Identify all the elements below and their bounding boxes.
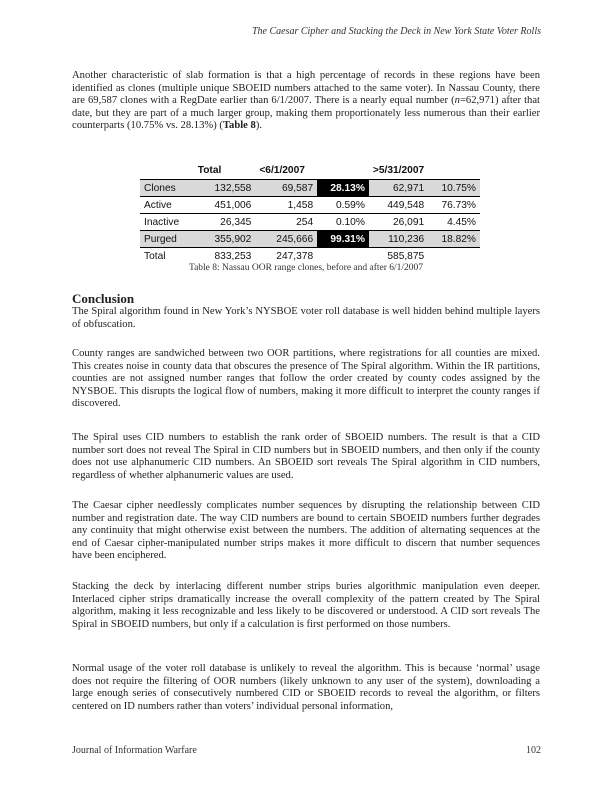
table-cell: 254 (255, 214, 317, 231)
table-cell (317, 248, 369, 265)
table-header-row (140, 162, 480, 180)
table-row-total (140, 248, 480, 265)
header-cell-before: <6/1/2007 (255, 162, 317, 180)
table-cell: 247,378 (255, 248, 317, 265)
header-cell-after: >5/31/2007 (369, 162, 428, 180)
table-cell: 585,875 (369, 248, 428, 265)
paragraph: The Spiral uses CID numbers to establish the rank order of SBOEID numbers. The result is that a CID number sort does not reveal The Spiral in CID numbers but in SBOEID numbers, and then only if the county does not use alphanumeric CID numbers. An SBOEID sort reveals The Spiral algorithm in CID numbers, regardless of whether alphanumeric values are used. (72, 432, 540, 481)
row-label: Clones (140, 180, 194, 197)
table-cell: 833,253 (194, 248, 256, 265)
table-caption: Table 8: Nassau OOR range clones, before and after 6/1/2007 (188, 263, 424, 273)
p1-text-b: =62,971) after that date, but they are part of a much larger group, making them proportionately less numerous than their earlier counterparts (10.75% vs. 28.13%) ( (72, 95, 540, 132)
row-label: Total (140, 248, 194, 265)
table-cell: 245,666 (255, 231, 317, 248)
p1-text-end: ). (255, 120, 262, 132)
row-label: Purged (140, 231, 194, 248)
nassau-clones-table (140, 162, 480, 264)
paragraph: Stacking the deck by interlacing different number strips buries algorithmic manipulation even deeper. Interlaced cipher strips dramatically increase the overall complexity of the pattern created by The Spiral algorithm, making it less recognizable and less likely to be discovered or understood. A CID sort reveals The Spiral in SBOEID numbers, but only if a calculation is first performed on those numbers. (72, 581, 540, 630)
table-cell: 4.45% (428, 214, 480, 231)
paragraph: County ranges are sandwiched between two OOR partitions, where registrations for all counties are mixed. This creates noise in county data that obscures the presence of The Spiral algorithm. Within the IR partitions, counties are not assigned number ranges that follow the order created by county codes assigned by the NYSBOE. This disrupts the logical flow of numbers, making it more difficult to interpret the county ranges if discovered. (72, 348, 540, 410)
section-heading-conclusion: Conclusion (72, 291, 135, 306)
footer-journal-name: Journal of Information Warfare (72, 745, 197, 756)
table-cell: 69,587 (255, 180, 317, 197)
row-label: Active (140, 197, 194, 214)
table-cell: 451,006 (194, 197, 256, 214)
p1-n-italic: n (454, 95, 460, 107)
table-row-active (140, 197, 480, 214)
header-cell (317, 162, 369, 180)
table-row-purged (140, 231, 480, 248)
table-cell: 26,091 (369, 214, 428, 231)
table-row-inactive (140, 214, 480, 231)
table-cell: 26,345 (194, 214, 256, 231)
header-cell-total: Total (194, 162, 256, 180)
paragraph: The Spiral algorithm found in New York’s NYSBOE voter roll database is well hidden behind multiple layers of obfuscation. (72, 306, 540, 330)
paragraph: Normal usage of the voter roll database is unlikely to reveal the algorithm. This is because ‘normal’ usage does not require the filtering of OOR numbers (likely unknown to any user of the system), downloading a large enough series of consecutively numbered CID or SBOEID records to reveal the algorithm, or filters centered on ID numbers rather than voters’ individual personal information, (72, 663, 540, 712)
header-cell (140, 162, 194, 180)
table-cell: 0.10% (317, 214, 369, 231)
table-cell: 62,971 (369, 180, 428, 197)
table-cell: 449,548 (369, 197, 428, 214)
table-cell: 132,558 (194, 180, 256, 197)
table-cell: 1,458 (255, 197, 317, 214)
table-reference: Table 8 (222, 120, 256, 132)
paragraph: The Caesar cipher needlessly complicates number sequences by disrupting the relationship between CID number and registration date. The way CID numbers are bound to certain SBOEID numbers further degrades any continuity that might otherwise exist between the numbers. The addition of alternating sequences at the end of Caesar cipher-manipulated number strips makes it more difficult to discern that number sequences have been enciphered. (72, 500, 540, 562)
table-cell (428, 248, 480, 265)
p1-text-a: Another characteristic of slab formation is that a high percentage of records in these regions have been identified as clones (multiple unique SBOEID numbers attached to the same voter). In Nassau County, there are 69,587 clones with a RegDate earlier than 6/1/2007. There is a nearly equal number ( (72, 70, 540, 107)
table-cell: 0.59% (317, 197, 369, 214)
row-label: Inactive (140, 214, 194, 231)
highlighted-cell: 99.31% (317, 231, 369, 248)
table-cell: 76.73% (428, 197, 480, 214)
running-header: The Caesar Cipher and Stacking the Deck in New York State Voter Rolls (251, 26, 541, 37)
table-cell: 10.75% (428, 180, 480, 197)
table-cell: 18.82% (428, 231, 480, 248)
table-cell: 355,902 (194, 231, 256, 248)
paragraph-slab-clones (72, 70, 540, 133)
page-number: 102 (526, 745, 541, 756)
table-8-container (140, 162, 480, 264)
table-row-clones (140, 180, 480, 197)
header-cell (428, 162, 480, 180)
highlighted-cell: 28.13% (317, 180, 369, 197)
table-cell: 110,236 (369, 231, 428, 248)
